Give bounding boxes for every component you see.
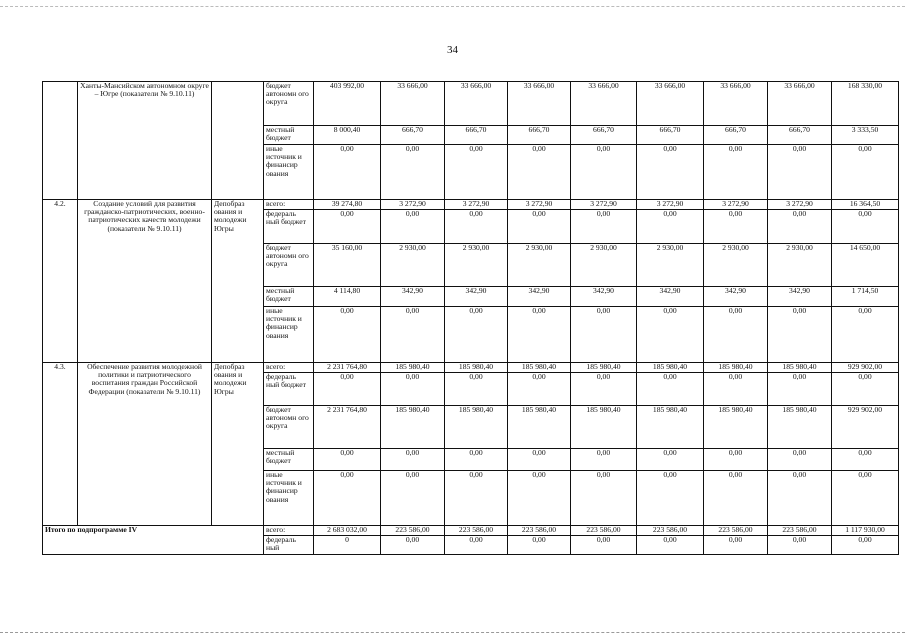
value-cell: 0,00 (637, 536, 704, 555)
value-cell: 39 274,80 (314, 200, 381, 210)
value-cell: 0,00 (571, 145, 637, 200)
value-cell: 2 231 764,80 (314, 406, 381, 449)
value-cell: 0,00 (445, 145, 508, 200)
value-cell: 0,00 (571, 536, 637, 555)
value-cell: 33 666,00 (445, 82, 508, 126)
value-cell: 3 272,90 (704, 200, 768, 210)
value-cell: 342,90 (445, 287, 508, 307)
value-cell: 0,00 (704, 471, 768, 526)
funding-source: федераль ный бюджет (264, 373, 314, 406)
value-cell: 0,00 (704, 449, 768, 471)
value-cell: 666,70 (704, 126, 768, 145)
funding-source: бюджет автономн ого округа (264, 244, 314, 287)
value-cell-total: 168 330,00 (832, 82, 899, 126)
value-cell-total: 16 364,50 (832, 200, 899, 210)
page-number: 34 (447, 44, 458, 56)
value-cell: 35 160,00 (314, 244, 381, 287)
measure-name: Создание условий для развития гражданско-патриотических, военно-патриотических качеств молодежи (показатели № 9.10.11) (78, 200, 212, 363)
value-cell: 0,00 (508, 449, 571, 471)
value-cell: 342,90 (704, 287, 768, 307)
value-cell: 0,00 (381, 471, 445, 526)
value-cell: 0,00 (704, 536, 768, 555)
value-cell: 185 980,40 (571, 406, 637, 449)
value-cell: 0,00 (381, 145, 445, 200)
value-cell: 0,00 (314, 210, 381, 244)
value-cell: 223 586,00 (637, 526, 704, 536)
value-cell: 2 930,00 (704, 244, 768, 287)
value-cell: 0,00 (508, 471, 571, 526)
value-cell: 0,00 (314, 145, 381, 200)
value-cell: 666,70 (637, 126, 704, 145)
funding-source: бюджет автономн ого округа (264, 406, 314, 449)
value-cell: 223 586,00 (768, 526, 832, 536)
value-cell: 666,70 (445, 126, 508, 145)
value-cell: 185 980,40 (637, 363, 704, 373)
value-cell: 0,00 (571, 471, 637, 526)
value-cell-total: 929 902,00 (832, 363, 899, 373)
value-cell: 0,00 (445, 471, 508, 526)
value-cell: 342,90 (571, 287, 637, 307)
value-cell: 185 980,40 (637, 406, 704, 449)
value-cell: 0,00 (637, 471, 704, 526)
value-cell: 223 586,00 (508, 526, 571, 536)
value-cell: 0,00 (637, 210, 704, 244)
value-cell: 0,00 (637, 449, 704, 471)
value-cell: 2 930,00 (637, 244, 704, 287)
value-cell: 33 666,00 (508, 82, 571, 126)
row-index (43, 82, 78, 200)
value-cell: 2 930,00 (381, 244, 445, 287)
top-scan-line (0, 6, 905, 7)
value-cell-total: 0,00 (832, 210, 899, 244)
value-cell-total: 3 333,50 (832, 126, 899, 145)
funding-source: бюджет автономн ого округа (264, 82, 314, 126)
value-cell: 185 980,40 (768, 363, 832, 373)
value-cell: 0,00 (704, 307, 768, 363)
value-cell: 185 980,40 (445, 406, 508, 449)
value-cell-total: 0,00 (832, 373, 899, 406)
value-cell-total: 0,00 (832, 536, 899, 555)
value-cell: 0,00 (768, 449, 832, 471)
value-cell-total: 1 117 930,00 (832, 526, 899, 536)
value-cell: 0,00 (381, 307, 445, 363)
value-cell: 33 666,00 (768, 82, 832, 126)
value-cell: 223 586,00 (571, 526, 637, 536)
value-cell: 0,00 (768, 471, 832, 526)
table-row (43, 363, 899, 373)
value-cell-total: 0,00 (832, 471, 899, 526)
value-cell: 0,00 (571, 373, 637, 406)
subprogram-total-label: Итого по подпрограмме IV (43, 526, 264, 555)
value-cell: 0,00 (637, 307, 704, 363)
value-cell: 0,00 (381, 373, 445, 406)
value-cell-total: 0,00 (832, 449, 899, 471)
value-cell: 0,00 (314, 307, 381, 363)
value-cell: 3 272,90 (381, 200, 445, 210)
responsible-executor: Депобраз ования и молодежи Югры (212, 363, 264, 526)
value-cell: 185 980,40 (381, 406, 445, 449)
funding-source: местный бюджет (264, 287, 314, 307)
value-cell: 0,00 (508, 373, 571, 406)
value-cell: 185 980,40 (571, 363, 637, 373)
responsible-executor (212, 82, 264, 200)
value-cell: 2 930,00 (508, 244, 571, 287)
value-cell: 0,00 (445, 536, 508, 555)
value-cell: 3 272,90 (571, 200, 637, 210)
table-row (43, 200, 899, 210)
funding-source: местный бюджет (264, 126, 314, 145)
value-cell: 0,00 (571, 449, 637, 471)
funding-source: иные источник и финансир ования (264, 307, 314, 363)
value-cell: 33 666,00 (637, 82, 704, 126)
value-cell: 2 231 764,80 (314, 363, 381, 373)
value-cell: 0,00 (508, 145, 571, 200)
funding-source: федераль ный бюджет (264, 210, 314, 244)
value-cell: 0,00 (571, 307, 637, 363)
value-cell: 666,70 (508, 126, 571, 145)
row-index: 4.2. (43, 200, 78, 363)
value-cell: 0,00 (314, 449, 381, 471)
value-cell: 342,90 (768, 287, 832, 307)
value-cell: 2 930,00 (445, 244, 508, 287)
value-cell: 0,00 (445, 307, 508, 363)
funding-source: федераль ный (264, 536, 314, 555)
value-cell: 0,00 (637, 373, 704, 406)
value-cell: 0,00 (571, 210, 637, 244)
value-cell: 0,00 (314, 373, 381, 406)
value-cell: 223 586,00 (704, 526, 768, 536)
value-cell: 185 980,40 (381, 363, 445, 373)
funding-source: всего: (264, 526, 314, 536)
value-cell: 223 586,00 (445, 526, 508, 536)
funding-source: местный бюджет (264, 449, 314, 471)
value-cell: 2 683 032,00 (314, 526, 381, 536)
value-cell: 0,00 (768, 536, 832, 555)
value-cell: 0,00 (445, 449, 508, 471)
value-cell: 666,70 (571, 126, 637, 145)
value-cell: 342,90 (637, 287, 704, 307)
value-cell-total: 929 902,00 (832, 406, 899, 449)
funding-table (42, 81, 899, 555)
value-cell-total: 1 714,50 (832, 287, 899, 307)
value-cell: 403 992,00 (314, 82, 381, 126)
value-cell: 0,00 (381, 449, 445, 471)
value-cell: 4 114,80 (314, 287, 381, 307)
value-cell: 0,00 (768, 307, 832, 363)
value-cell: 2 930,00 (571, 244, 637, 287)
value-cell: 185 980,40 (508, 363, 571, 373)
value-cell: 185 980,40 (768, 406, 832, 449)
row-index: 4.3. (43, 363, 78, 526)
table-row (43, 82, 899, 126)
value-cell-total: 0,00 (832, 145, 899, 200)
value-cell-total: 0,00 (832, 307, 899, 363)
value-cell: 185 980,40 (508, 406, 571, 449)
funding-source: иные источник и финансир ования (264, 471, 314, 526)
value-cell: 0,00 (768, 210, 832, 244)
value-cell: 0,00 (445, 373, 508, 406)
value-cell: 0,00 (704, 145, 768, 200)
measure-name: Обеспечение развития молодежной политики и патриотического воспитания граждан Российской Федерации (показатели № 9.10.11) (78, 363, 212, 526)
value-cell: 0,00 (508, 307, 571, 363)
value-cell: 0,00 (768, 145, 832, 200)
value-cell: 2 930,00 (768, 244, 832, 287)
value-cell-total: 14 650,00 (832, 244, 899, 287)
value-cell: 0,00 (704, 373, 768, 406)
value-cell: 342,90 (508, 287, 571, 307)
funding-source: всего: (264, 200, 314, 210)
value-cell: 3 272,90 (445, 200, 508, 210)
value-cell: 3 272,90 (768, 200, 832, 210)
value-cell: 0,00 (508, 536, 571, 555)
bottom-scan-line (0, 632, 905, 633)
value-cell: 33 666,00 (381, 82, 445, 126)
funding-source: всего: (264, 363, 314, 373)
value-cell: 666,70 (768, 126, 832, 145)
value-cell: 3 272,90 (508, 200, 571, 210)
value-cell: 8 000,40 (314, 126, 381, 145)
table-row (43, 526, 899, 536)
value-cell: 0,00 (314, 471, 381, 526)
value-cell: 666,70 (381, 126, 445, 145)
responsible-executor: Депобраз ования и молодежи Югры (212, 200, 264, 363)
value-cell: 0,00 (381, 536, 445, 555)
funding-source: иные источник и финансир ования (264, 145, 314, 200)
value-cell: 342,90 (381, 287, 445, 307)
measure-name: Ханты-Мансийском автономном округе – Югре (показатели № 9.10.11) (78, 82, 212, 200)
value-cell: 0,00 (768, 373, 832, 406)
value-cell: 33 666,00 (571, 82, 637, 126)
value-cell: 185 980,40 (704, 363, 768, 373)
value-cell: 3 272,90 (637, 200, 704, 210)
value-cell: 185 980,40 (704, 406, 768, 449)
value-cell: 0,00 (508, 210, 571, 244)
value-cell: 0,00 (445, 210, 508, 244)
value-cell: 0,00 (381, 210, 445, 244)
value-cell: 185 980,40 (445, 363, 508, 373)
value-cell: 33 666,00 (704, 82, 768, 126)
value-cell: 0 (314, 536, 381, 555)
value-cell: 0,00 (704, 210, 768, 244)
value-cell: 0,00 (637, 145, 704, 200)
value-cell: 223 586,00 (381, 526, 445, 536)
